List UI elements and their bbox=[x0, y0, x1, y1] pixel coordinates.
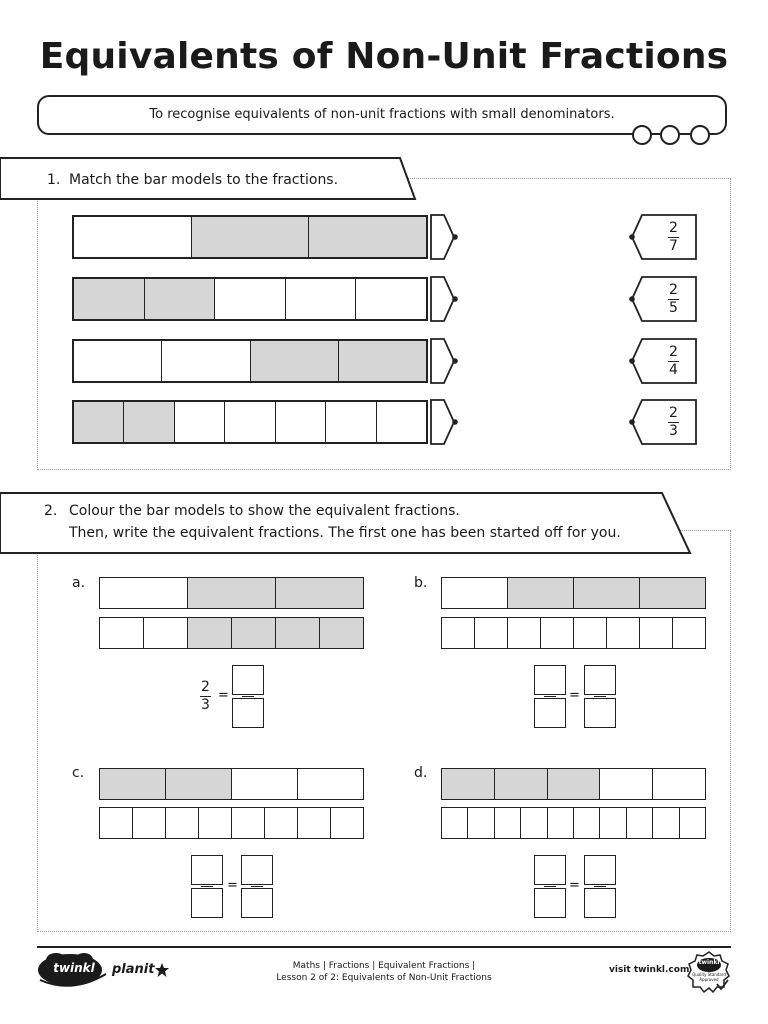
part-b-bar-eighths[interactable] bbox=[441, 617, 706, 649]
connector-dot-icon bbox=[452, 358, 458, 364]
bar-cell[interactable] bbox=[298, 808, 331, 838]
bar-cell bbox=[326, 402, 376, 442]
fraction-bar bbox=[544, 886, 556, 887]
answer-numerator-box[interactable] bbox=[232, 665, 264, 695]
bar-cell-shaded bbox=[251, 341, 339, 381]
denominator: 5 bbox=[669, 300, 678, 316]
bar-cell[interactable] bbox=[673, 618, 705, 648]
ring-icon bbox=[660, 125, 680, 145]
part-c-bar-eighths[interactable] bbox=[99, 807, 364, 839]
bar-cell[interactable] bbox=[574, 808, 600, 838]
bar-cell-shaded[interactable] bbox=[495, 769, 548, 799]
logo-wordmark: twinkl bbox=[53, 961, 95, 975]
bar-cell[interactable] bbox=[600, 769, 653, 799]
bar-cell[interactable] bbox=[100, 618, 144, 648]
bar-cell-shaded bbox=[309, 217, 426, 257]
answer-denominator-box[interactable] bbox=[534, 888, 566, 918]
bar-cell[interactable] bbox=[100, 808, 133, 838]
bar-cell-shaded bbox=[124, 402, 174, 442]
answer-denominator-box[interactable] bbox=[232, 698, 264, 728]
bar-cell-shaded[interactable] bbox=[166, 769, 232, 799]
bar-cell[interactable] bbox=[442, 808, 468, 838]
footer-divider bbox=[37, 946, 731, 948]
bar-cell bbox=[276, 402, 326, 442]
bar-cell-shaded[interactable] bbox=[508, 578, 574, 608]
bar-cell bbox=[162, 341, 250, 381]
answer-denominator-box[interactable] bbox=[584, 698, 616, 728]
question-2-line-2: Then, write the equivalent fractions. The first one has been started off for you. bbox=[69, 525, 621, 541]
q1-bar-model-3[interactable] bbox=[72, 339, 428, 383]
q1-bar-model-2[interactable] bbox=[72, 277, 428, 321]
footer-lesson: Lesson 2 of 2: Equivalents of Non-Unit Fractions bbox=[276, 973, 492, 983]
part-d-bar-tenths[interactable] bbox=[441, 807, 706, 839]
bar-cell bbox=[356, 279, 426, 319]
bar-cell-shaded bbox=[74, 279, 145, 319]
numerator: 2 bbox=[669, 220, 678, 236]
ring-icon bbox=[632, 125, 652, 145]
q1-bar-model-1[interactable] bbox=[72, 215, 428, 259]
denominator: 3 bbox=[201, 697, 210, 713]
bar-cell-shaded[interactable] bbox=[276, 618, 320, 648]
answer-denominator-box[interactable] bbox=[241, 888, 273, 918]
bar-cell[interactable] bbox=[600, 808, 626, 838]
page-title: Equivalents of Non-Unit Fractions bbox=[39, 36, 729, 77]
bar-cell-shaded[interactable] bbox=[548, 769, 601, 799]
fraction-tag-1[interactable] bbox=[668, 221, 679, 254]
bar-cell[interactable] bbox=[548, 808, 574, 838]
badge-caption: Quality Standard Approved bbox=[692, 972, 726, 982]
bar-cell bbox=[74, 217, 192, 257]
equals-sign: = bbox=[227, 878, 238, 893]
part-a-given-fraction bbox=[200, 680, 211, 713]
fraction-bar bbox=[251, 886, 263, 887]
bar-cell[interactable] bbox=[298, 769, 363, 799]
denominator: 7 bbox=[669, 238, 678, 254]
bar-cell-shaded[interactable] bbox=[188, 578, 276, 608]
bar-cell-shaded[interactable] bbox=[188, 618, 232, 648]
bar-cell[interactable] bbox=[521, 808, 547, 838]
connector-dot-icon bbox=[452, 234, 458, 240]
bar-cell-shaded bbox=[192, 217, 310, 257]
q1-fraction-tags bbox=[628, 213, 700, 447]
part-c-bar-quarters[interactable] bbox=[99, 768, 364, 800]
fraction-bar bbox=[594, 696, 606, 697]
bar-cell[interactable] bbox=[144, 618, 188, 648]
bar-cell-shaded bbox=[74, 402, 124, 442]
bar-cell bbox=[286, 279, 357, 319]
connector-dot-icon bbox=[452, 419, 458, 425]
answer-numerator-box[interactable] bbox=[584, 855, 616, 885]
bar-cell[interactable] bbox=[607, 618, 640, 648]
bar-cell-shaded[interactable] bbox=[640, 578, 705, 608]
ring-icon bbox=[690, 125, 710, 145]
answer-denominator-box[interactable] bbox=[534, 698, 566, 728]
equals-sign: = bbox=[218, 688, 229, 703]
bar-cell-shaded bbox=[339, 341, 426, 381]
bar-cell[interactable] bbox=[640, 618, 673, 648]
bar-cell[interactable] bbox=[100, 578, 188, 608]
bar-cell[interactable] bbox=[495, 808, 521, 838]
star-icon bbox=[155, 963, 169, 977]
part-d-label: d. bbox=[414, 765, 428, 781]
answer-denominator-box[interactable] bbox=[584, 888, 616, 918]
question-2-line-1: Colour the bar models to show the equivalent fractions. bbox=[69, 503, 460, 519]
fraction-bar bbox=[594, 886, 606, 887]
bar-cell[interactable] bbox=[653, 769, 705, 799]
answer-numerator-box[interactable] bbox=[584, 665, 616, 695]
bar-cell bbox=[215, 279, 286, 319]
bar-cell bbox=[225, 402, 275, 442]
bar-cell[interactable] bbox=[133, 808, 166, 838]
part-a-bar-sixths[interactable] bbox=[99, 617, 364, 649]
bar-cell bbox=[377, 402, 426, 442]
planit-label: planit bbox=[112, 962, 155, 977]
bar-cell[interactable] bbox=[442, 618, 475, 648]
answer-numerator-box[interactable] bbox=[191, 855, 223, 885]
bar-cell[interactable] bbox=[475, 618, 508, 648]
q1-bar-model-4[interactable] bbox=[72, 400, 428, 444]
bar-cell-shaded[interactable] bbox=[100, 769, 166, 799]
part-b-label: b. bbox=[414, 575, 428, 591]
fraction-tag-3[interactable] bbox=[668, 345, 679, 378]
bar-cell[interactable] bbox=[265, 808, 298, 838]
answer-denominator-box[interactable] bbox=[191, 888, 223, 918]
footer-breadcrumb: Maths | Fractions | Equivalent Fractions | bbox=[292, 961, 476, 971]
bar-cell-shaded[interactable] bbox=[442, 769, 495, 799]
badge-wordmark: twinkl bbox=[698, 959, 720, 966]
question-1-text: Match the bar models to the fractions. bbox=[69, 172, 339, 188]
visit-link[interactable]: visit twinkl.com bbox=[609, 965, 690, 975]
bar-cell[interactable] bbox=[468, 808, 494, 838]
bar-cell[interactable] bbox=[680, 808, 705, 838]
part-b-bar-quarters[interactable] bbox=[441, 577, 706, 609]
connector-dot-icon bbox=[452, 296, 458, 302]
bar-cell-shaded bbox=[145, 279, 216, 319]
answer-numerator-box[interactable] bbox=[241, 855, 273, 885]
fraction-tag-4[interactable] bbox=[668, 406, 679, 439]
bar-cell[interactable] bbox=[508, 618, 541, 648]
part-c-label: c. bbox=[72, 765, 85, 781]
part-a-bar-thirds[interactable] bbox=[99, 577, 364, 609]
q1-connectors-left bbox=[428, 213, 462, 447]
bar-cell[interactable] bbox=[232, 769, 298, 799]
answer-numerator-box[interactable] bbox=[534, 665, 566, 695]
bar-cell[interactable] bbox=[199, 808, 232, 838]
bar-cell-shaded[interactable] bbox=[232, 618, 276, 648]
part-a-label: a. bbox=[72, 575, 86, 591]
bar-cell[interactable] bbox=[232, 808, 265, 838]
bar-cell[interactable] bbox=[442, 578, 508, 608]
numerator: 2 bbox=[201, 679, 210, 695]
part-d-bar-fifths[interactable] bbox=[441, 768, 706, 800]
bar-cell[interactable] bbox=[653, 808, 679, 838]
question-2-number: 2. bbox=[44, 503, 58, 519]
fraction-bar bbox=[544, 696, 556, 697]
denominator: 3 bbox=[669, 423, 678, 439]
denominator: 4 bbox=[669, 362, 678, 378]
bar-cell bbox=[175, 402, 225, 442]
bar-cell[interactable] bbox=[627, 808, 653, 838]
equals-sign: = bbox=[569, 688, 580, 703]
fraction-bar bbox=[201, 886, 213, 887]
numerator: 2 bbox=[669, 282, 678, 298]
equals-sign: = bbox=[569, 878, 580, 893]
bar-cell-shaded[interactable] bbox=[574, 578, 640, 608]
numerator: 2 bbox=[669, 405, 678, 421]
objective-text: To recognise equivalents of non-unit fractions with small denominators. bbox=[149, 107, 615, 122]
bar-cell[interactable] bbox=[166, 808, 199, 838]
fraction-tag-2[interactable] bbox=[668, 283, 679, 316]
bar-cell[interactable] bbox=[541, 618, 574, 648]
bar-cell[interactable] bbox=[331, 808, 363, 838]
answer-numerator-box[interactable] bbox=[534, 855, 566, 885]
bar-cell-shaded[interactable] bbox=[276, 578, 363, 608]
bar-cell bbox=[74, 341, 162, 381]
numerator: 2 bbox=[669, 344, 678, 360]
question-1-number: 1. bbox=[47, 172, 61, 188]
fraction-bar bbox=[242, 696, 254, 697]
bar-cell[interactable] bbox=[574, 618, 607, 648]
bar-cell-shaded[interactable] bbox=[320, 618, 363, 648]
